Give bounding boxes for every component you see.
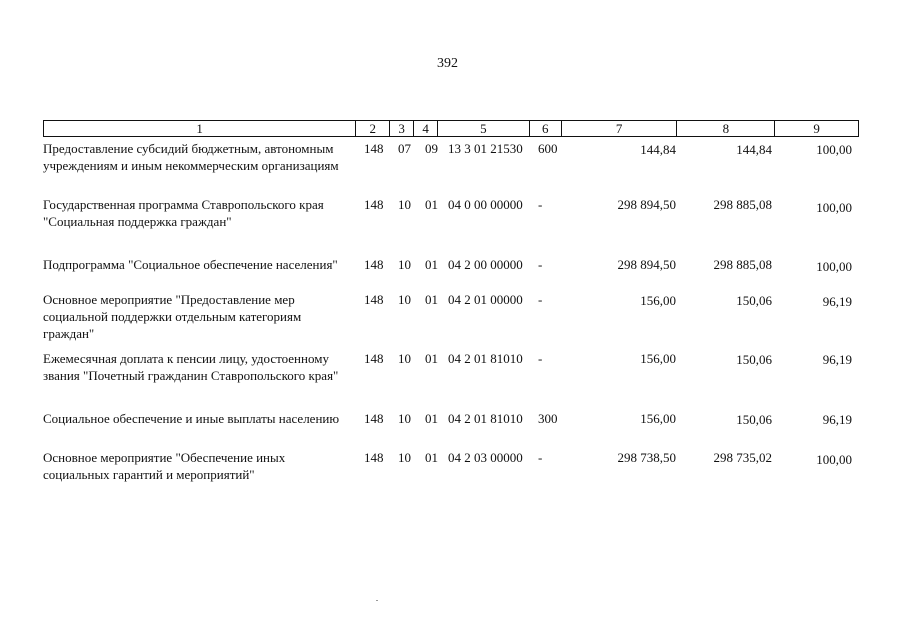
row-code-4: 01 <box>425 351 438 366</box>
row-value-7: 298 894,50 <box>617 257 676 272</box>
row-code-2: 148 <box>364 257 384 272</box>
row-value-8: 150,06 <box>736 352 772 367</box>
row-code-2: 148 <box>364 197 384 212</box>
row-code-3: 10 <box>398 411 411 426</box>
row-code-5: 04 2 03 00000 <box>448 450 523 465</box>
row-code-4: 01 <box>425 197 438 212</box>
row-code-4: 01 <box>425 411 438 426</box>
row-code-6: - <box>538 257 543 272</box>
row-code-2: 148 <box>364 411 384 426</box>
row-name: Предоставление субсидий бюджетным, автономным учреждениям и иным некоммерческим организациям <box>43 141 339 173</box>
row-value-8: 144,84 <box>736 142 772 157</box>
row-code-3: 10 <box>398 197 411 212</box>
row-value-8: 298 885,08 <box>713 197 772 212</box>
row-code-6: - <box>538 351 543 366</box>
page-number: 392 <box>437 56 458 71</box>
row-code-3: 10 <box>398 292 411 307</box>
row-value-9: 100,00 <box>816 259 852 274</box>
row-code-6: - <box>538 197 543 212</box>
row-name: Основное мероприятие "Предоставление мер социальной поддержки отдельным категориям граждан" <box>43 292 302 341</box>
header-col-3: 3 <box>390 121 414 136</box>
row-name: Подпрограмма "Социальное обеспечение населения" <box>43 257 338 272</box>
row-code-6: - <box>538 450 543 465</box>
row-value-9: 96,19 <box>822 352 852 367</box>
row-value-8: 298 735,02 <box>713 450 772 465</box>
row-code-6: - <box>538 292 543 307</box>
row-value-9: 100,00 <box>816 200 852 215</box>
row-value-7: 156,00 <box>640 411 676 426</box>
row-code-5: 04 2 01 81010 <box>448 411 523 426</box>
row-value-9: 100,00 <box>816 142 852 157</box>
header-col-8: 8 <box>677 121 775 136</box>
row-value-9: 96,19 <box>822 294 852 309</box>
row-code-2: 148 <box>364 351 384 366</box>
header-col-4: 4 <box>414 121 438 136</box>
row-name: Государственная программа Ставропольского края "Социальная поддержка граждан" <box>43 197 324 229</box>
scan-speck <box>376 600 378 601</box>
row-value-8: 150,06 <box>736 293 772 308</box>
row-code-5: 04 0 00 00000 <box>448 197 523 212</box>
row-code-6: 600 <box>538 141 558 156</box>
row-value-7: 156,00 <box>640 351 676 366</box>
row-code-2: 148 <box>364 292 384 307</box>
row-value-7: 156,00 <box>640 293 676 308</box>
row-code-2: 148 <box>364 450 384 465</box>
row-code-6: 300 <box>538 411 558 426</box>
row-value-8: 150,06 <box>736 412 772 427</box>
row-value-9: 100,00 <box>816 452 852 467</box>
row-name: Социальное обеспечение и иные выплаты населению <box>43 411 340 426</box>
row-code-3: 10 <box>398 450 411 465</box>
header-col-5: 5 <box>438 121 530 136</box>
row-code-5: 04 2 01 81010 <box>448 351 523 366</box>
row-code-5: 04 2 01 00000 <box>448 292 523 307</box>
header-col-9: 9 <box>813 121 820 136</box>
row-value-7: 298 738,50 <box>617 450 676 465</box>
row-code-4: 01 <box>425 450 438 465</box>
row-name: Ежемесячная доплата к пенсии лицу, удостоенному звания "Почетный гражданин Ставропольского края" <box>43 351 339 383</box>
header-col-2: 2 <box>356 121 390 136</box>
row-code-4: 01 <box>425 257 438 272</box>
row-code-4: 01 <box>425 292 438 307</box>
header-col-7: 7 <box>562 121 678 136</box>
row-value-7: 298 894,50 <box>617 197 676 212</box>
row-value-7: 144,84 <box>640 142 676 157</box>
row-code-3: 07 <box>398 141 411 156</box>
row-code-4: 09 <box>425 141 438 156</box>
header-col-6: 6 <box>530 121 562 136</box>
table-header <box>43 120 859 137</box>
row-code-5: 04 2 00 00000 <box>448 257 523 272</box>
row-value-9: 96,19 <box>822 412 852 427</box>
row-code-5: 13 3 01 21530 <box>448 141 523 156</box>
row-value-8: 298 885,08 <box>713 257 772 272</box>
row-code-2: 148 <box>364 141 384 156</box>
row-code-3: 10 <box>398 351 411 366</box>
row-code-3: 10 <box>398 257 411 272</box>
header-col-1: 1 <box>44 121 356 136</box>
row-name: Основное мероприятие "Обеспечение иных социальных гарантий и мероприятий" <box>43 450 286 482</box>
